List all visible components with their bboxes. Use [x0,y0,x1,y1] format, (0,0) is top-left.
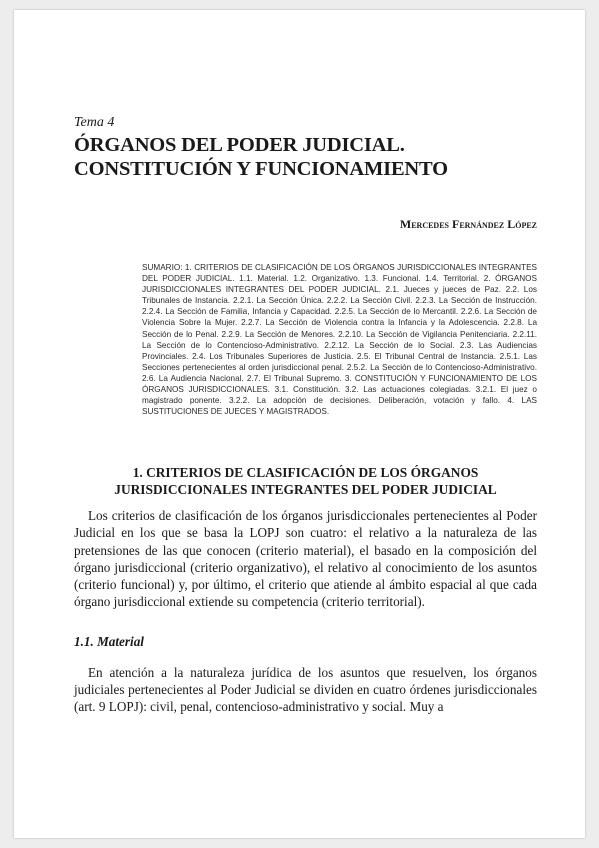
subsection-1-1-paragraph: En atención a la naturaleza jurídica de los asuntos que resuelven, los órganos judiciales pertenecientes al Poder Judicial se dividen en cuatro órdenes jurisdiccionales (art. 9 LOPJ): civil, penal, contencioso-administrativo y social. Muy a [74,664,537,715]
chapter-label: Tema 4 [74,115,115,130]
chapter-title-line2: CONSTITUCIÓN Y FUNCIONAMIENTO [74,158,448,180]
chapter-title-line1: ÓRGANOS DEL PODER JUDICIAL. [74,134,405,156]
summary-text: SUMARIO: 1. CRITERIOS DE CLASIFICACIÓN DE LOS ÓRGANOS JURISDICCIONALES INTEGRANTES DEL PODER JUDICIAL. 1.1. Material. 1.2. Organizativo. 1.3. Funcional. 1.4. Territorial. 2. ÓRGANOS JURISDICCIONALES INTEGRANTES DEL PODER JUDICIAL. 2.1. Jueces y jueces de Paz. 2.2. Los Tribunales de Instancia. 2.2.1. La Sección Única. 2.2.2. La Sección Civil. 2.2.3. La Sección de Instrucción. 2.2.4. La Sección de Familia, Infancia y Capacidad. 2.2.5. La Sección de lo Mercantil. 2.2.6. La Sección de Violencia Sobre la Mujer. 2.2.7. La Sección de Violencia contra la Infancia y la Adolescencia. 2.2.8. La Sección de lo Penal. 2.2.9. La Sección de Menores. 2.2.10. La Sección de Vigilancia Penitenciaria. 2.2.11. La Sección de lo Contencioso-Administrativo. 2.2.12. La Sección de lo Social. 2.3. Las Audiencias Provinciales. 2.4. Los Tribunales Superiores de Justicia. 2.5. El Tribunal Central de Instancia. 2.5.1. Las Secciones pertenecientes al orden jurisdiccional penal. 2.5.2. La Sección de lo Contencioso-Administrativo. 2.6. La Audiencia Nacional. 2.7. El Tribunal Supremo. 3. CONSTITUCIÓN Y FUNCIONAMIENTO DE LOS ÓRGANOS JURISDICCIONALES. 3.1. Constitución. 3.2. Las actuaciones colegiadas. 3.2.1. El juez o magistrado ponente. 3.2.2. La adopción de decisiones. Deliberación, votación y fallo. 4. LAS SUSTITUCIONES DE JUECES Y MAGISTRADOS. [142,263,537,417]
section-1-heading [74,464,537,498]
section-1-heading-line1: 1. CRITERIOS DE CLASIFICACIÓN DE LOS ÓRGANOS [132,465,479,481]
subsection-1-1-heading: 1.1. Material [74,633,144,649]
section-1-paragraph: Los criterios de clasificación de los órganos jurisdiccionales pertenecientes al Poder Judicial en los que se basa la LOPJ son cuatro: el relativo a la naturaleza de las pretensiones de las que conocen (criterio material), el basado en la composición del órgano jurisdiccional (criterio organizativo), el relativo al conocimiento de los asuntos (criterio funcional) y, por último, el criterio que atiende al ámbito espacial al que cada órgano jurisdiccional extiende su competencia (criterio territorial). [74,508,537,609]
document-page [14,10,585,838]
author-name: Mercedes Fernández López [399,217,537,231]
section-1-heading-line2: JURISDICCIONALES INTEGRANTES DEL PODER JUDICIAL [114,482,497,498]
chapter-title [74,133,537,181]
page-content [74,115,537,715]
